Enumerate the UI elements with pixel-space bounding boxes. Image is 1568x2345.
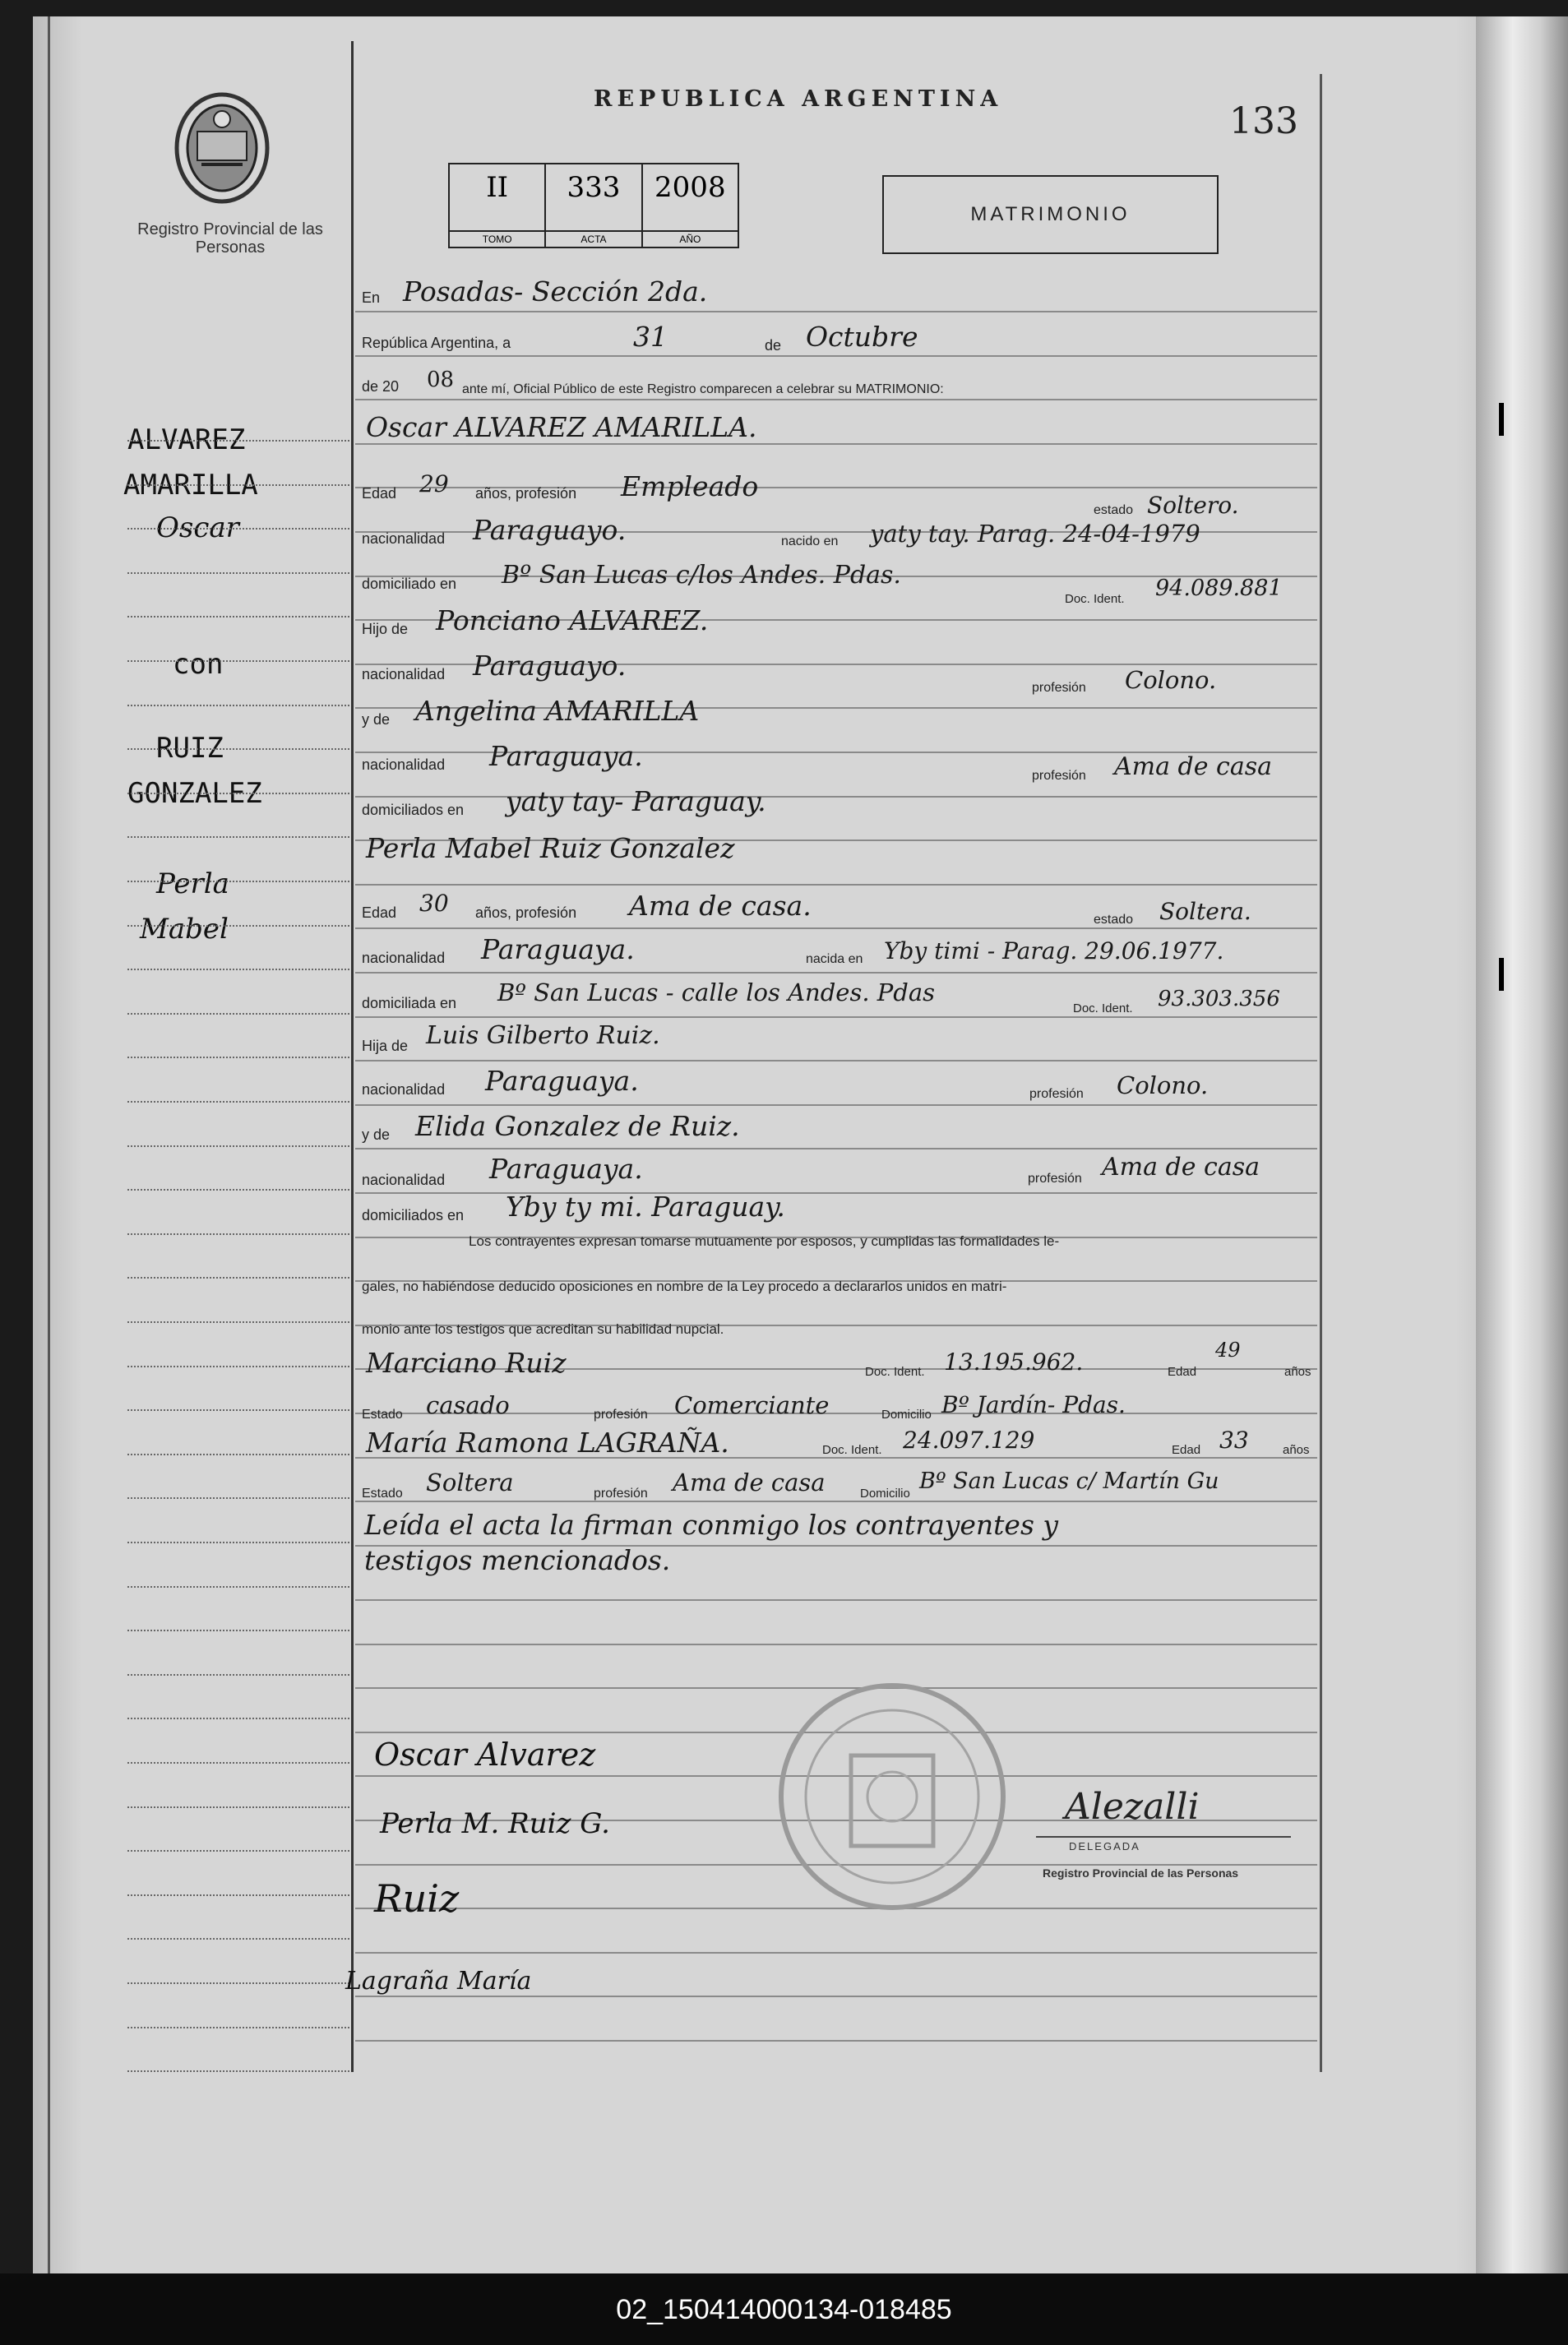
groom-doc: 94.089.881 [1155, 576, 1283, 601]
black-marker [1499, 403, 1504, 436]
label-nacionalidad-6: nacionalidad [362, 1172, 446, 1188]
groom-signature: Oscar Alvarez [374, 1737, 596, 1773]
body-ruled-line [355, 1016, 1317, 1018]
margin-ruled-line [127, 660, 349, 662]
margin-ruled-line [127, 748, 349, 750]
witness2-age: 33 [1219, 1427, 1249, 1454]
margin-ruled-line [127, 1630, 349, 1631]
label-edad-3: Edad [1168, 1365, 1197, 1379]
groom-parents-address: yaty tay- Paraguay. [506, 785, 766, 817]
margin-given-name-2: Perla [156, 867, 229, 900]
witness2-signature: Lagraña María [345, 1967, 532, 1996]
label-doc-4: Doc. Ident. [822, 1443, 882, 1457]
label-edad-4: Edad [1172, 1443, 1201, 1457]
groom-father-nationality: Paraguayo. [473, 650, 627, 682]
registry-name: Registro Provincial de las Personas [137, 220, 323, 257]
body-ruled-line [355, 355, 1317, 357]
groom-mother: Angelina AMARILLA [415, 695, 700, 727]
body-ruled-line [355, 972, 1317, 974]
groom-mother-profession: Ama de casa [1114, 752, 1272, 781]
label-doc: Doc. Ident. [1065, 592, 1125, 606]
label-en: En [362, 289, 381, 306]
anio-label: AÑO [643, 230, 738, 247]
bride-address: Bº San Lucas - calle los Andes. Pdas [497, 978, 936, 1006]
margin-ruled-line [127, 1718, 349, 1719]
left-page-edge [48, 16, 50, 2273]
witness1-age: 49 [1215, 1339, 1241, 1362]
acta-value: 333 [567, 171, 621, 204]
label-de: de [765, 337, 782, 354]
witness2-address: Bº San Lucas c/ Martín Gu [919, 1469, 1219, 1494]
margin-ruled-line [127, 1057, 349, 1058]
label-profesion-2: profesión [1032, 769, 1086, 783]
margin-surname-4: GONZALEZ [127, 777, 262, 810]
right-border [1320, 74, 1322, 2072]
body-ruled-line [355, 1644, 1317, 1645]
margin-ruled-line [127, 528, 349, 530]
witness1-doc: 13.195.962. [944, 1348, 1084, 1376]
official-signature: Alezalli [1065, 1786, 1200, 1828]
witness1-profession: Comerciante [674, 1391, 830, 1419]
label-hijo: Hijo de [362, 621, 409, 637]
label-y-de-2: y de [362, 1126, 391, 1143]
bride-mother-profession: Ama de casa [1102, 1153, 1260, 1182]
label-anios-2: años [1283, 1443, 1310, 1457]
page-number: 133 [1229, 100, 1298, 142]
witness2-profession: Ama de casa [673, 1469, 826, 1496]
groom-address: Bº San Lucas c/los Andes. Pdas. [502, 561, 901, 590]
body-ruled-line [355, 1148, 1317, 1149]
document-title: REPUBLICA ARGENTINA [594, 86, 1003, 112]
margin-ruled-line [127, 1806, 349, 1808]
margin-ruled-line [127, 969, 349, 970]
year-suffix: 08 [427, 368, 455, 392]
label-domiciliados-2: domiciliados en [362, 1207, 465, 1223]
margin-ruled-line [127, 1366, 349, 1367]
margin-ruled-line [127, 1409, 349, 1411]
label-nacionalidad-2: nacionalidad [362, 666, 446, 682]
margin-surname-2: AMARILLA [123, 469, 258, 502]
groom-age: 29 [419, 470, 449, 497]
margin-ruled-line [127, 2027, 349, 2028]
label-domiciliados: domiciliados en [362, 802, 465, 818]
groom-profession: Empleado [621, 470, 759, 502]
witness2-marital: Soltera [426, 1469, 514, 1496]
label-domicilio: Domicilio [881, 1408, 932, 1422]
bride-mother: Elida Gonzalez de Ruiz. [415, 1110, 740, 1142]
label-anios-profesion: años, profesión [475, 485, 577, 502]
tomo-label: TOMO [450, 230, 544, 247]
official-signature-line [1036, 1836, 1291, 1838]
official-org: Registro Provincial de las Personas [1043, 1866, 1239, 1880]
label-domicilio-2: Domicilio [860, 1487, 910, 1501]
declaration-line-3: monio ante los testigos que acreditan su habilidad nupcial. [362, 1321, 724, 1337]
anio-cell [643, 164, 738, 247]
margin-ruled-line [127, 484, 349, 486]
body-ruled-line [355, 443, 1317, 445]
label-estado-4: Estado [362, 1487, 403, 1501]
label-profesion-4: profesión [1028, 1172, 1082, 1186]
declaration-line-2: gales, no habiéndose deducido oposiciones en nombre de la Ley procedo a declararlos unidos en matri- [362, 1279, 1007, 1294]
label-profesion-3: profesión [1029, 1087, 1084, 1101]
acta-cell [546, 164, 642, 247]
body-ruled-line [355, 884, 1317, 886]
margin-ruled-line [127, 1938, 349, 1940]
margin-ruled-line [127, 1586, 349, 1588]
groom-birth: yaty tay. Parag. 24-04-1979 [870, 520, 1200, 548]
bride-mother-nationality: Paraguaya. [489, 1153, 643, 1185]
margin-ruled-line [127, 1013, 349, 1015]
label-y-de: y de [362, 711, 391, 728]
margin-ruled-line [127, 881, 349, 882]
bride-father-nationality: Paraguaya. [485, 1065, 639, 1097]
bride-nationality: Paraguaya. [481, 933, 635, 965]
label-edad-2: Edad [362, 904, 397, 921]
anio-value: 2008 [654, 171, 726, 204]
body-ruled-line [355, 1599, 1317, 1601]
witness2-name: María Ramona LAGRAÑA. [366, 1427, 729, 1459]
body-ruled-line [355, 1952, 1317, 1954]
margin-given-name-3: Mabel [140, 913, 229, 946]
acta-label: ACTA [546, 230, 641, 247]
margin-ruled-line [127, 1894, 349, 1896]
margin-given-name: Oscar [156, 511, 239, 544]
label-de-20: de 20 [362, 378, 400, 395]
bride-age: 30 [419, 890, 449, 917]
groom-nationality: Paraguayo. [473, 514, 627, 546]
label-estado: estado [1094, 503, 1134, 517]
margin-ruled-line [127, 1762, 349, 1764]
label-edad: Edad [362, 485, 397, 502]
margin-ruled-line [127, 440, 349, 442]
body-ruled-line [355, 927, 1317, 929]
margin-ruled-line [127, 1542, 349, 1543]
label-anios-profesion-2: años, profesión [475, 904, 577, 921]
witness1-marital: casado [426, 1391, 510, 1419]
margin-ruled-line [127, 1454, 349, 1455]
margin-ruled-line [127, 925, 349, 927]
margin-ruled-line [127, 705, 349, 706]
label-nacida: nacida en [806, 952, 863, 966]
bride-profession: Ama de casa. [629, 890, 812, 922]
label-nacionalidad-3: nacionalidad [362, 756, 446, 773]
closing-line-1: Leída el acta la firman conmigo los contrayentes y [364, 1509, 1059, 1541]
witness1-name: Marciano Ruiz [366, 1347, 567, 1379]
body-ruled-line [355, 2040, 1317, 2042]
margin-ruled-line [127, 793, 349, 794]
body-ruled-line [355, 399, 1317, 400]
month-value: Octubre [806, 321, 918, 353]
margin-ruled-line [127, 836, 349, 838]
margin-ruled-line [127, 1321, 349, 1323]
margin-surname-3: RUIZ [156, 732, 224, 765]
image-id-label: 02_150414000134-018485 [616, 2294, 952, 2325]
groom-marital: Soltero. [1147, 492, 1239, 519]
bride-parents-address: Yby ty mi. Paraguay. [506, 1191, 785, 1223]
act-type-box: MATRIMONIO [882, 175, 1219, 254]
groom-father: Ponciano ALVAREZ. [436, 604, 709, 636]
label-republica: República Argentina, a [362, 335, 511, 351]
bride-signature: Perla M. Ruiz G. [380, 1807, 610, 1840]
witness1-address: Bº Jardín- Pdas. [941, 1391, 1126, 1418]
place-value: Posadas- Sección 2da. [403, 275, 708, 308]
margin-ruled-line [127, 1189, 349, 1191]
margin-ruled-line [127, 1982, 349, 1984]
provincial-seal-icon [169, 86, 275, 210]
body-ruled-line [355, 796, 1317, 798]
tomo-value: II [486, 171, 509, 204]
label-profesion-5: profesión [594, 1408, 648, 1422]
margin-ruled-line [127, 1850, 349, 1852]
margin-ruled-line [127, 1101, 349, 1103]
label-doc-3: Doc. Ident. [865, 1365, 925, 1379]
label-estado-3: Estado [362, 1408, 403, 1422]
groom-mother-nationality: Paraguaya. [489, 740, 643, 772]
margin-ruled-line [127, 1145, 349, 1147]
bride-name: Perla Mabel Ruiz Gonzalez [366, 832, 735, 864]
bride-doc: 93.303.356 [1158, 987, 1280, 1011]
body-ruled-line [355, 1996, 1317, 1997]
body-ruled-line [355, 1104, 1317, 1106]
bride-father: Luis Gilberto Ruiz. [426, 1021, 660, 1050]
groom-father-profession: Colono. [1125, 666, 1217, 694]
registry-number-box [448, 163, 739, 248]
label-hija: Hija de [362, 1038, 409, 1054]
tomo-cell [450, 164, 546, 247]
margin-ruled-line [127, 1674, 349, 1676]
official-title: DELEGADA [1069, 1840, 1140, 1852]
closing-line-2: testigos mencionados. [364, 1544, 671, 1576]
label-estado-2: estado [1094, 913, 1134, 927]
margin-ruled-line [127, 1233, 349, 1235]
witness1-signature: Ruiz [374, 1876, 460, 1921]
book-binding-edge [1476, 16, 1568, 2273]
black-marker [1499, 958, 1504, 991]
margin-ruled-line [127, 2070, 349, 2072]
label-profesion-6: profesión [594, 1487, 648, 1501]
official-seal-stamp-icon [773, 1677, 1011, 1916]
label-profesion: profesión [1032, 681, 1086, 695]
label-nacionalidad: nacionalidad [362, 530, 446, 547]
bride-birth: Yby timi - Parag. 29.06.1977. [884, 937, 1224, 964]
margin-ruled-line [127, 572, 349, 574]
body-ruled-line [355, 1501, 1317, 1502]
margin-divider [351, 41, 354, 2072]
label-nacionalidad-5: nacionalidad [362, 1081, 446, 1098]
groom-name: Oscar ALVAREZ AMARILLA. [366, 411, 757, 443]
margin-surname-1: ALVAREZ [127, 423, 246, 456]
body-ruled-line [355, 1060, 1317, 1061]
label-comparecen: ante mí, Oficial Público de este Registro comparecen a celebrar su MATRIMONIO: [462, 382, 944, 396]
label-nacido: nacido en [781, 534, 839, 548]
margin-con: con [173, 648, 224, 681]
label-nacionalidad-4: nacionalidad [362, 950, 446, 966]
bride-marital: Soltera. [1159, 898, 1251, 925]
label-domiciliado: domiciliado en [362, 576, 457, 592]
label-domiciliada: domiciliada en [362, 995, 457, 1011]
day-value: 31 [633, 321, 668, 353]
body-ruled-line [355, 1192, 1317, 1194]
declaration-line-1: Los contrayentes expresan tomarse mutuamente por esposos, y cumplidas las formalidades le- [469, 1233, 1060, 1249]
body-ruled-line [355, 311, 1317, 312]
bride-father-profession: Colono. [1117, 1071, 1209, 1099]
margin-ruled-line [127, 616, 349, 617]
label-doc-2: Doc. Ident. [1073, 1001, 1133, 1015]
witness2-doc: 24.097.129 [903, 1427, 1035, 1454]
label-anios: años [1284, 1365, 1311, 1379]
margin-ruled-line [127, 1277, 349, 1279]
margin-ruled-line [127, 1497, 349, 1499]
